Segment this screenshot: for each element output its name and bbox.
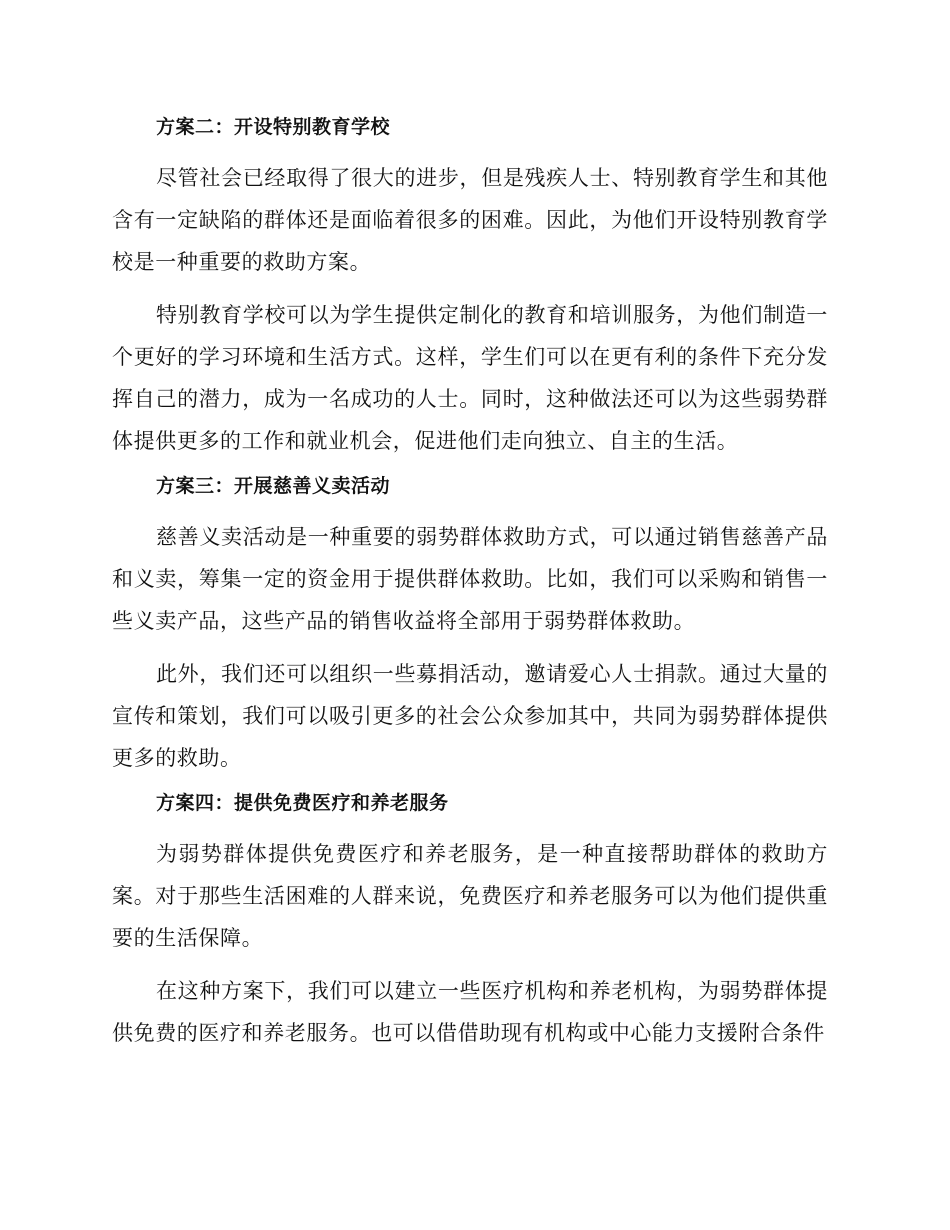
section-heading: 方案四：提供免费医疗和养老服务 [156, 792, 449, 814]
section-plan-2 [112, 114, 828, 462]
paragraph: 慈善义卖活动是一种重要的弱势群体救助方式，可以通过销售慈善产品和义卖，筹集一定的资金用于提供群体救助。比如，我们可以采购和销售一些义卖产品，这些产品的销售收益将全部用于弱势群体救助。 [112, 525, 828, 633]
section-heading: 方案三：开展慈善义卖活动 [156, 475, 391, 497]
paragraph: 此外，我们还可以组织一些募捐活动，邀请爱心人士捐款。通过大量的宣传和策划，我们可以吸引更多的社会公众参加其中，共同为弱势群体提供更多的救助。 [112, 662, 828, 770]
paragraph: 为弱势群体提供免费医疗和养老服务，是一种直接帮助群体的救助方案。对于那些生活困难的人群来说，免费医疗和养老服务可以为他们提供重要的生活保障。 [112, 842, 828, 950]
section-plan-3 [112, 473, 828, 779]
paragraph: 特别教育学校可以为学生提供定制化的教育和培训服务，为他们制造一个更好的学习环境和生活方式。这样，学生们可以在更有利的条件下充分发挥自己的潜力，成为一名成功的人士。同时，这种做法还可以为这些弱势群体提供更多的工作和就业机会，促进他们走向独立、自主的生活。 [112, 303, 828, 453]
section-plan-4 [112, 790, 828, 1054]
paragraph: 在这种方案下，我们可以建立一些医疗机构和养老机构，为弱势群体提供免费的医疗和养老服务。也可以借借助现有机构或中心能力支援附合条件 [112, 979, 828, 1045]
section-heading: 方案二：开设特别教育学校 [156, 116, 391, 138]
paragraph: 尽管社会已经取得了很大的进步，但是残疾人士、特别教育学生和其他含有一定缺陷的群体还是面临着很多的困难。因此，为他们开设特别教育学校是一种重要的救助方案。 [112, 166, 828, 274]
